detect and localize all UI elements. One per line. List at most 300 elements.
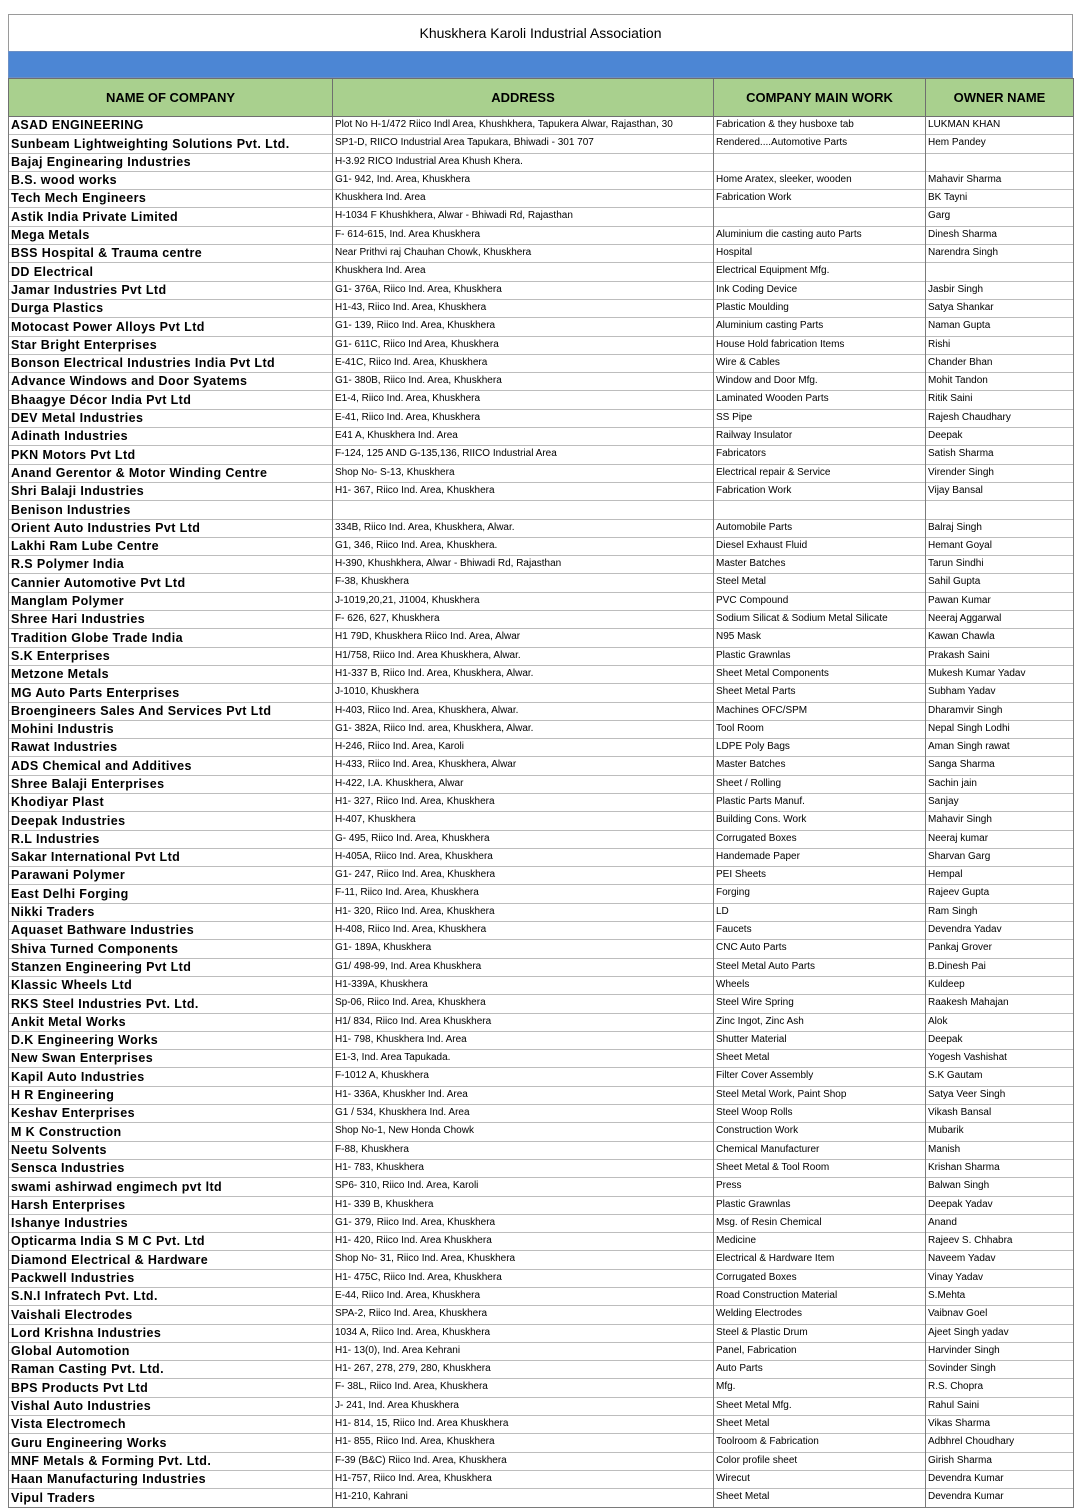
- address-cell: E41 A, Khuskhera Ind. Area: [333, 428, 714, 446]
- owner-name-cell: Hempal: [926, 867, 1074, 885]
- main-work-cell: N95 Mask: [714, 629, 926, 647]
- table-row: [9, 830, 1074, 848]
- address-cell: Shop No- 31, Riico Ind. Area, Khuskhera: [333, 1251, 714, 1269]
- col-header-owner: OWNER NAME: [926, 79, 1074, 117]
- table-row: [9, 153, 1074, 171]
- company-name-cell: swami ashirwad engimech pvt ltd: [9, 1178, 333, 1196]
- main-work-cell: Wire & Cables: [714, 354, 926, 372]
- address-cell: H1- 13(0), Ind. Area Kehrani: [333, 1342, 714, 1360]
- owner-name-cell: BK Tayni: [926, 190, 1074, 208]
- main-work-cell: Sodium Silicat & Sodium Metal Silicate: [714, 611, 926, 629]
- owner-name-cell: Sovinder Singh: [926, 1361, 1074, 1379]
- address-cell: E1-4, Riico Ind. Area, Khuskhera: [333, 391, 714, 409]
- owner-name-cell: Mahavir Singh: [926, 812, 1074, 830]
- company-name-cell: Kapil Auto Industries: [9, 1068, 333, 1086]
- main-work-cell: House Hold fabrication Items: [714, 336, 926, 354]
- address-cell: H-422, I.A. Khuskhera, Alwar: [333, 775, 714, 793]
- main-work-cell: Zinc Ingot, Zinc Ash: [714, 1013, 926, 1031]
- table-row: [9, 391, 1074, 409]
- table-row: [9, 281, 1074, 299]
- address-cell: H1- 855, Riico Ind. Area, Khuskhera: [333, 1434, 714, 1452]
- owner-name-cell: Harvinder Singh: [926, 1342, 1074, 1360]
- table-row: [9, 482, 1074, 500]
- company-name-cell: Sunbeam Lightweighting Solutions Pvt. Ltd.: [9, 135, 333, 153]
- main-work-cell: Medicine: [714, 1233, 926, 1251]
- company-name-cell: Global Automotion: [9, 1342, 333, 1360]
- main-work-cell: Fabrication Work: [714, 482, 926, 500]
- owner-name-cell: Mohit Tandon: [926, 373, 1074, 391]
- company-name-cell: Parawani Polymer: [9, 867, 333, 885]
- main-work-cell: Chemical Manufacturer: [714, 1141, 926, 1159]
- address-cell: SP6- 310, Riico Ind. Area, Karoli: [333, 1178, 714, 1196]
- address-cell: H1- 327, Riico Ind. Area, Khuskhera: [333, 793, 714, 811]
- table-row: [9, 1050, 1074, 1068]
- owner-name-cell: Balraj Singh: [926, 519, 1074, 537]
- owner-name-cell: Rajesh Chaudhary: [926, 409, 1074, 427]
- main-work-cell: Handemade Paper: [714, 848, 926, 866]
- table-row: [9, 556, 1074, 574]
- company-name-cell: Jamar Industries Pvt Ltd: [9, 281, 333, 299]
- company-name-cell: D.K Engineering Works: [9, 1031, 333, 1049]
- table-row: [9, 922, 1074, 940]
- table-row: [9, 702, 1074, 720]
- owner-name-cell: Tarun Sindhi: [926, 556, 1074, 574]
- main-work-cell: Corrugated Boxes: [714, 1269, 926, 1287]
- address-cell: F-38, Khuskhera: [333, 574, 714, 592]
- address-cell: G1- 611C, Riico Ind Area, Khuskhera: [333, 336, 714, 354]
- company-name-cell: Manglam Polymer: [9, 592, 333, 610]
- table-row: [9, 354, 1074, 372]
- address-cell: G- 495, Riico Ind. Area, Khuskhera: [333, 830, 714, 848]
- owner-name-cell: Neeraj Aggarwal: [926, 611, 1074, 629]
- main-work-cell: Aluminium casting Parts: [714, 318, 926, 336]
- table-row: [9, 958, 1074, 976]
- company-name-cell: Tech Mech Engineers: [9, 190, 333, 208]
- address-cell: E-44, Riico Ind. Area, Khuskhera: [333, 1288, 714, 1306]
- company-name-cell: New Swan Enterprises: [9, 1050, 333, 1068]
- main-work-cell: Faucets: [714, 922, 926, 940]
- address-cell: G1- 189A, Khuskhera: [333, 940, 714, 958]
- address-cell: Khuskhera Ind. Area: [333, 190, 714, 208]
- table-row: [9, 976, 1074, 994]
- table-row: [9, 1214, 1074, 1232]
- main-work-cell: Electrical & Hardware Item: [714, 1251, 926, 1269]
- owner-name-cell: Hemant Goyal: [926, 537, 1074, 555]
- owner-name-cell: Raakesh Mahajan: [926, 995, 1074, 1013]
- table-row: [9, 1416, 1074, 1434]
- main-work-cell: Laminated Wooden Parts: [714, 391, 926, 409]
- owner-name-cell: Adbhrel Choudhary: [926, 1434, 1074, 1452]
- company-name-cell: Lakhi Ram Lube Centre: [9, 537, 333, 555]
- company-name-cell: Sakar International Pvt Ltd: [9, 848, 333, 866]
- main-work-cell: Master Batches: [714, 556, 926, 574]
- table-row: [9, 501, 1074, 519]
- address-cell: Sp-06, Riico Ind. Area, Khuskhera: [333, 995, 714, 1013]
- table-row: [9, 1361, 1074, 1379]
- table-row: [9, 867, 1074, 885]
- address-cell: H-403, Riico Ind. Area, Khuskhera, Alwar.: [333, 702, 714, 720]
- company-name-cell: PKN Motors Pvt Ltd: [9, 446, 333, 464]
- company-name-cell: Stanzen Engineering Pvt Ltd: [9, 958, 333, 976]
- address-cell: H-246, Riico Ind. Area, Karoli: [333, 739, 714, 757]
- table-row: [9, 592, 1074, 610]
- owner-name-cell: Neeraj kumar: [926, 830, 1074, 848]
- owner-name-cell: Devendra Kumar: [926, 1470, 1074, 1488]
- main-work-cell: Ink Coding Device: [714, 281, 926, 299]
- address-cell: H1- 339 B, Khuskhera: [333, 1196, 714, 1214]
- main-work-cell: Corrugated Boxes: [714, 830, 926, 848]
- company-name-cell: Rawat Industries: [9, 739, 333, 757]
- table-row: [9, 1086, 1074, 1104]
- address-cell: H-433, Riico Ind. Area, Khuskhera, Alwar: [333, 757, 714, 775]
- table-row: [9, 519, 1074, 537]
- owner-name-cell: Ajeet Singh yadav: [926, 1324, 1074, 1342]
- owner-name-cell: Sachin jain: [926, 775, 1074, 793]
- main-work-cell: Steel & Plastic Drum: [714, 1324, 926, 1342]
- main-work-cell: Press: [714, 1178, 926, 1196]
- address-cell: H1- 798, Khuskhera Ind. Area: [333, 1031, 714, 1049]
- table-row: [9, 574, 1074, 592]
- company-name-cell: DEV Metal Industries: [9, 409, 333, 427]
- address-cell: F- 614-615, Ind. Area Khuskhera: [333, 226, 714, 244]
- owner-name-cell: Hem Pandey: [926, 135, 1074, 153]
- owner-name-cell: Vaibnav Goel: [926, 1306, 1074, 1324]
- main-work-cell: Welding Electrodes: [714, 1306, 926, 1324]
- company-name-cell: R.S Polymer India: [9, 556, 333, 574]
- company-name-cell: Mohini Industris: [9, 720, 333, 738]
- company-name-cell: Durga Plastics: [9, 299, 333, 317]
- main-work-cell: LD: [714, 903, 926, 921]
- main-work-cell: Steel Metal: [714, 574, 926, 592]
- owner-name-cell: Narendra Singh: [926, 245, 1074, 263]
- owner-name-cell: Pankaj Grover: [926, 940, 1074, 958]
- table-row: [9, 739, 1074, 757]
- table-row: [9, 885, 1074, 903]
- owner-name-cell: Aman Singh rawat: [926, 739, 1074, 757]
- table-row: [9, 684, 1074, 702]
- owner-name-cell: Kuldeep: [926, 976, 1074, 994]
- main-work-cell: CNC Auto Parts: [714, 940, 926, 958]
- table-row: [9, 611, 1074, 629]
- address-cell: F-124, 125 AND G-135,136, RIICO Industrial Area: [333, 446, 714, 464]
- address-cell: H-3.92 RICO Industrial Area Khush Khera.: [333, 153, 714, 171]
- main-work-cell: [714, 501, 926, 519]
- main-work-cell: Rendered....Automotive Parts: [714, 135, 926, 153]
- address-cell: J-1019,20,21, J1004, Khuskhera: [333, 592, 714, 610]
- address-cell: G1, 346, Riico Ind. Area, Khuskhera.: [333, 537, 714, 555]
- table-row: [9, 263, 1074, 281]
- address-cell: F-88, Khuskhera: [333, 1141, 714, 1159]
- address-cell: H1/ 834, Riico Ind. Area Khuskhera: [333, 1013, 714, 1031]
- owner-name-cell: Deepak Yadav: [926, 1196, 1074, 1214]
- address-cell: J-1010, Khuskhera: [333, 684, 714, 702]
- address-cell: F-11, Riico Ind. Area, Khuskhera: [333, 885, 714, 903]
- company-name-cell: Bajaj Enginearing Industries: [9, 153, 333, 171]
- address-cell: E-41, Riico Ind. Area, Khuskhera: [333, 409, 714, 427]
- owner-name-cell: Naman Gupta: [926, 318, 1074, 336]
- company-name-cell: S.K Enterprises: [9, 647, 333, 665]
- owner-name-cell: Mahavir Sharma: [926, 171, 1074, 189]
- main-work-cell: Steel Woop Rolls: [714, 1105, 926, 1123]
- company-name-cell: Sensca Industries: [9, 1159, 333, 1177]
- main-work-cell: Fabricators: [714, 446, 926, 464]
- table-row: [9, 1251, 1074, 1269]
- address-cell: G1- 139, Riico Ind. Area, Khuskhera: [333, 318, 714, 336]
- col-header-company: NAME OF COMPANY: [9, 79, 333, 117]
- owner-name-cell: Balwan Singh: [926, 1178, 1074, 1196]
- owner-name-cell: Sharvan Garg: [926, 848, 1074, 866]
- company-name-cell: BSS Hospital & Trauma centre: [9, 245, 333, 263]
- main-work-cell: Sheet Metal: [714, 1489, 926, 1507]
- company-name-cell: Adinath Industries: [9, 428, 333, 446]
- address-cell: G1- 379, Riico Ind. Area, Khuskhera: [333, 1214, 714, 1232]
- table-row: [9, 848, 1074, 866]
- main-work-cell: Shutter Material: [714, 1031, 926, 1049]
- address-cell: H-407, Khuskhera: [333, 812, 714, 830]
- table-row: [9, 1105, 1074, 1123]
- main-work-cell: Fabrication Work: [714, 190, 926, 208]
- address-cell: H1- 814, 15, Riico Ind. Area Khuskhera: [333, 1416, 714, 1434]
- table-row: [9, 775, 1074, 793]
- table-row: [9, 537, 1074, 555]
- main-work-cell: Sheet / Rolling: [714, 775, 926, 793]
- address-cell: F- 626, 627, Khuskhera: [333, 611, 714, 629]
- owner-name-cell: Rajeev S. Chhabra: [926, 1233, 1074, 1251]
- company-name-cell: Advance Windows and Door Syatems: [9, 373, 333, 391]
- table-row: [9, 299, 1074, 317]
- main-work-cell: SS Pipe: [714, 409, 926, 427]
- owner-name-cell: Garg: [926, 208, 1074, 226]
- table-row: [9, 1123, 1074, 1141]
- main-work-cell: Plastic Moulding: [714, 299, 926, 317]
- main-work-cell: Plastic Grawnlas: [714, 1196, 926, 1214]
- address-cell: G1- 942, Ind. Area, Khuskhera: [333, 171, 714, 189]
- table-row: [9, 1141, 1074, 1159]
- main-work-cell: Electrical repair & Service: [714, 464, 926, 482]
- address-cell: G1- 382A, Riico Ind. area, Khuskhera, Alwar.: [333, 720, 714, 738]
- owner-name-cell: Mubarik: [926, 1123, 1074, 1141]
- address-cell: Shop No- S-13, Khuskhera: [333, 464, 714, 482]
- table-row: [9, 245, 1074, 263]
- company-name-cell: RKS Steel Industries Pvt. Ltd.: [9, 995, 333, 1013]
- address-cell: E1-3, Ind. Area Tapukada.: [333, 1050, 714, 1068]
- address-cell: H1-43, Riico Ind. Area, Khuskhera: [333, 299, 714, 317]
- main-work-cell: Sheet Metal Parts: [714, 684, 926, 702]
- main-work-cell: Diesel Exhaust Fluid: [714, 537, 926, 555]
- address-cell: H1/758, Riico Ind. Area Khuskhera, Alwar.: [333, 647, 714, 665]
- company-name-cell: Bonson Electrical Industries India Pvt Ltd: [9, 354, 333, 372]
- table-row: [9, 1397, 1074, 1415]
- owner-name-cell: R.S. Chopra: [926, 1379, 1074, 1397]
- company-name-cell: MG Auto Parts Enterprises: [9, 684, 333, 702]
- address-cell: H-408, Riico Ind. Area, Khuskhera: [333, 922, 714, 940]
- table-row: [9, 903, 1074, 921]
- owner-name-cell: Dinesh Sharma: [926, 226, 1074, 244]
- company-name-cell: Cannier Automotive Pvt Ltd: [9, 574, 333, 592]
- owner-name-cell: Yogesh Vashishat: [926, 1050, 1074, 1068]
- address-cell: H-390, Khushkhera, Alwar - Bhiwadi Rd, Rajasthan: [333, 556, 714, 574]
- company-name-cell: M K Construction: [9, 1123, 333, 1141]
- owner-name-cell: Sanjay: [926, 793, 1074, 811]
- company-name-cell: Star Bright Enterprises: [9, 336, 333, 354]
- main-work-cell: Plastic Parts Manuf.: [714, 793, 926, 811]
- owner-name-cell: [926, 501, 1074, 519]
- table-row: [9, 757, 1074, 775]
- company-name-cell: Vishal Auto Industries: [9, 1397, 333, 1415]
- company-name-cell: Nikki Traders: [9, 903, 333, 921]
- address-cell: [333, 501, 714, 519]
- address-cell: H1-757, Riico Ind. Area, Khuskhera: [333, 1470, 714, 1488]
- company-name-cell: Aquaset Bathware Industries: [9, 922, 333, 940]
- owner-name-cell: S.Mehta: [926, 1288, 1074, 1306]
- table-row: [9, 1489, 1074, 1507]
- address-cell: G1- 247, Riico Ind. Area, Khuskhera: [333, 867, 714, 885]
- owner-name-cell: Krishan Sharma: [926, 1159, 1074, 1177]
- owner-name-cell: Devendra Kumar: [926, 1489, 1074, 1507]
- company-name-cell: Benison Industries: [9, 501, 333, 519]
- company-name-cell: Tradition Globe Trade India: [9, 629, 333, 647]
- company-name-cell: DD Electrical: [9, 263, 333, 281]
- owner-name-cell: [926, 153, 1074, 171]
- company-name-cell: Opticarma India S M C Pvt. Ltd: [9, 1233, 333, 1251]
- company-name-cell: B.S. wood works: [9, 171, 333, 189]
- main-work-cell: Aluminium die casting auto Parts: [714, 226, 926, 244]
- col-header-work: COMPANY MAIN WORK: [714, 79, 926, 117]
- owner-name-cell: Girish Sharma: [926, 1452, 1074, 1470]
- owner-name-cell: Rajeev Gupta: [926, 885, 1074, 903]
- owner-name-cell: Kawan Chawla: [926, 629, 1074, 647]
- main-work-cell: PVC Compound: [714, 592, 926, 610]
- company-name-cell: BPS Products Pvt Ltd: [9, 1379, 333, 1397]
- owner-name-cell: Manish: [926, 1141, 1074, 1159]
- main-work-cell: Panel, Fabrication: [714, 1342, 926, 1360]
- company-name-cell: Lord Krishna Industries: [9, 1324, 333, 1342]
- main-work-cell: Electrical Equipment Mfg.: [714, 263, 926, 281]
- company-name-cell: Guru Engineering Works: [9, 1434, 333, 1452]
- company-name-cell: Keshav Enterprises: [9, 1105, 333, 1123]
- owner-name-cell: Mukesh Kumar Yadav: [926, 665, 1074, 683]
- company-table: [8, 78, 1074, 1508]
- table-row: [9, 1324, 1074, 1342]
- company-name-cell: MNF Metals & Forming Pvt. Ltd.: [9, 1452, 333, 1470]
- table-row: [9, 318, 1074, 336]
- owner-name-cell: Prakash Saini: [926, 647, 1074, 665]
- company-name-cell: Haan Manufacturing Industries: [9, 1470, 333, 1488]
- address-cell: G1 / 534, Khuskhera Ind. Area: [333, 1105, 714, 1123]
- owner-name-cell: Naveem Yadav: [926, 1251, 1074, 1269]
- company-name-cell: Bhaagye Décor India Pvt Ltd: [9, 391, 333, 409]
- owner-name-cell: Vijay Bansal: [926, 482, 1074, 500]
- main-work-cell: LDPE Poly Bags: [714, 739, 926, 757]
- company-name-cell: Deepak Industries: [9, 812, 333, 830]
- table-row: [9, 720, 1074, 738]
- main-work-cell: Color profile sheet: [714, 1452, 926, 1470]
- table-row: [9, 1068, 1074, 1086]
- owner-name-cell: Satya Shankar: [926, 299, 1074, 317]
- table-row: [9, 190, 1074, 208]
- owner-name-cell: S.K Gautam: [926, 1068, 1074, 1086]
- main-work-cell: Filter Cover Assembly: [714, 1068, 926, 1086]
- main-work-cell: Automobile Parts: [714, 519, 926, 537]
- owner-name-cell: Deepak: [926, 428, 1074, 446]
- address-cell: G1- 376A, Riico Ind. Area, Khuskhera: [333, 281, 714, 299]
- table-row: [9, 117, 1074, 135]
- address-cell: 334B, Riico Ind. Area, Khuskhera, Alwar.: [333, 519, 714, 537]
- owner-name-cell: Vikash Bansal: [926, 1105, 1074, 1123]
- main-work-cell: [714, 153, 926, 171]
- main-work-cell: Msg. of Resin Chemical: [714, 1214, 926, 1232]
- header-band: [8, 51, 1073, 78]
- company-name-cell: Astik India Private Limited: [9, 208, 333, 226]
- table-row: [9, 464, 1074, 482]
- table-row: [9, 208, 1074, 226]
- address-cell: J- 241, Ind. Area Khuskhera: [333, 1397, 714, 1415]
- main-work-cell: Road Construction Material: [714, 1288, 926, 1306]
- table-row: [9, 446, 1074, 464]
- owner-name-cell: Subham Yadav: [926, 684, 1074, 702]
- main-work-cell: Steel Wire Spring: [714, 995, 926, 1013]
- address-cell: G1- 380B, Riico Ind. Area, Khuskhera: [333, 373, 714, 391]
- main-work-cell: Steel Metal Auto Parts: [714, 958, 926, 976]
- company-name-cell: East Delhi Forging: [9, 885, 333, 903]
- owner-name-cell: Virender Singh: [926, 464, 1074, 482]
- table-row: [9, 373, 1074, 391]
- owner-name-cell: Deepak: [926, 1031, 1074, 1049]
- table-row: [9, 1269, 1074, 1287]
- company-name-cell: Shiva Turned Components: [9, 940, 333, 958]
- main-work-cell: Railway Insulator: [714, 428, 926, 446]
- main-work-cell: Steel Metal Work, Paint Shop: [714, 1086, 926, 1104]
- header-row: [9, 79, 1074, 117]
- table-row: [9, 812, 1074, 830]
- table-row: [9, 995, 1074, 1013]
- owner-name-cell: Chander Bhan: [926, 354, 1074, 372]
- address-cell: H1-210, Kahrani: [333, 1489, 714, 1507]
- company-name-cell: Shri Balaji Industries: [9, 482, 333, 500]
- owner-name-cell: LUKMAN KHAN: [926, 117, 1074, 135]
- company-name-cell: Khodiyar Plast: [9, 793, 333, 811]
- owner-name-cell: Anand: [926, 1214, 1074, 1232]
- company-name-cell: Broengineers Sales And Services Pvt Ltd: [9, 702, 333, 720]
- company-name-cell: Anand Gerentor & Motor Winding Centre: [9, 464, 333, 482]
- table-row: [9, 940, 1074, 958]
- main-work-cell: Construction Work: [714, 1123, 926, 1141]
- company-name-cell: H R Engineering: [9, 1086, 333, 1104]
- address-cell: SPA-2, Riico Ind. Area, Khuskhera: [333, 1306, 714, 1324]
- owner-name-cell: Rahul Saini: [926, 1397, 1074, 1415]
- address-cell: H-405A, Riico Ind. Area, Khuskhera: [333, 848, 714, 866]
- company-name-cell: Mega Metals: [9, 226, 333, 244]
- table-row: [9, 1342, 1074, 1360]
- table-row: [9, 665, 1074, 683]
- address-cell: Plot No H-1/472 Riico Indl Area, Khushkhera, Tapukera Alwar, Rajasthan, 30: [333, 117, 714, 135]
- address-cell: Near Prithvi raj Chauhan Chowk, Khuskhera: [333, 245, 714, 263]
- main-work-cell: Sheet Metal: [714, 1416, 926, 1434]
- table-row: [9, 409, 1074, 427]
- owner-name-cell: Ram Singh: [926, 903, 1074, 921]
- address-cell: G1/ 498-99, Ind. Area Khuskhera: [333, 958, 714, 976]
- main-work-cell: Master Batches: [714, 757, 926, 775]
- owner-name-cell: Vinay Yadav: [926, 1269, 1074, 1287]
- company-name-cell: ASAD ENGINEERING: [9, 117, 333, 135]
- address-cell: H-1034 F Khushkhera, Alwar - Bhiwadi Rd, Rajasthan: [333, 208, 714, 226]
- company-name-cell: Diamond Electrical & Hardware: [9, 1251, 333, 1269]
- table-row: [9, 226, 1074, 244]
- main-work-cell: Fabrication & they husboxe tab: [714, 117, 926, 135]
- owner-name-cell: Devendra Yadav: [926, 922, 1074, 940]
- sheet-title: Khuskhera Karoli Industrial Association: [8, 14, 1073, 51]
- table-row: [9, 1178, 1074, 1196]
